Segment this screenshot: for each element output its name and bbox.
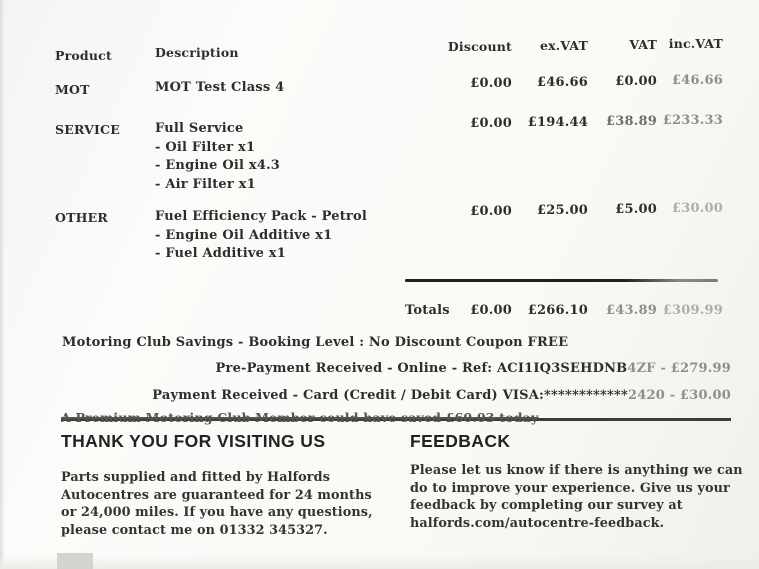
payment-received-note bbox=[150, 388, 731, 403]
feedback-paragraph: Please let us know if there is anything we can do to improve your experience. Give us your feedback by completing our survey at halfords.com/autocentre-feedback. bbox=[410, 463, 743, 531]
column-header-inc-vat: inc.VAT bbox=[668, 36, 723, 51]
bottom-gray-chip bbox=[57, 553, 93, 569]
row-sub-item: - Engine Oil Additive x1 bbox=[155, 227, 333, 243]
payment-amount: 2420 - £30.00 bbox=[628, 388, 731, 403]
paper-edge-shadow bbox=[0, 0, 5, 569]
row-description-block bbox=[155, 208, 367, 264]
row-discount-value: £0.00 bbox=[470, 204, 512, 219]
premium-savings-text: A Premium Motoring Club Member could have saved £60.03 today bbox=[61, 410, 539, 425]
premium-savings-struck-note bbox=[61, 410, 731, 426]
row-sub-item: - Engine Oil x4.3 bbox=[155, 158, 281, 173]
row-inc-vat-value: £30.00 bbox=[672, 201, 723, 216]
feedback-heading: FEEDBACK bbox=[410, 431, 511, 451]
row-ex-vat-value: £46.66 bbox=[537, 75, 588, 90]
row-vat-value: £5.00 bbox=[615, 202, 657, 217]
row-discount-value: £0.00 bbox=[470, 76, 512, 91]
totals-discount-value: £0.00 bbox=[470, 303, 512, 318]
row-inc-vat-value: £233.33 bbox=[662, 113, 723, 128]
totals-vat-value: £43.89 bbox=[606, 303, 657, 318]
pre-payment-text: Pre-Payment Received - Online - Ref: ACI1IQ3SEHDNB bbox=[215, 361, 628, 376]
column-header-ex-vat: ex.VAT bbox=[539, 38, 588, 53]
row-product-code: MOT bbox=[55, 82, 90, 97]
column-header-vat: VAT bbox=[629, 37, 657, 52]
row-product-code: SERVICE bbox=[55, 122, 120, 137]
row-description: Full Service bbox=[155, 121, 244, 136]
guarantee-paragraph: Parts supplied and fitted by Halfords Autocentres are guaranteed for 24 months or 24,000 miles. If you have any questions, please contact me on 01332 345327. bbox=[61, 470, 373, 538]
paper-bottom-shadow bbox=[0, 555, 759, 569]
row-inc-vat-value: £46.66 bbox=[672, 73, 723, 88]
totals-inc-vat-value: £309.99 bbox=[662, 303, 723, 318]
row-vat-value: £0.00 bbox=[615, 74, 657, 89]
row-ex-vat-value: £194.44 bbox=[527, 115, 588, 130]
row-discount-value: £0.00 bbox=[470, 116, 512, 131]
row-vat-value: £38.89 bbox=[606, 114, 657, 129]
row-sub-item: - Oil Filter x1 bbox=[155, 139, 256, 155]
thank-you-heading: THANK YOU FOR VISITING US bbox=[61, 431, 326, 451]
row-ex-vat-value: £25.00 bbox=[537, 203, 588, 218]
motoring-club-savings-note: Motoring Club Savings - Booking Level : No Discount Coupon FREE bbox=[62, 335, 569, 350]
row-product-code: OTHER bbox=[55, 210, 108, 225]
pre-payment-note bbox=[150, 361, 731, 376]
column-header-description: Description bbox=[155, 45, 239, 60]
column-header-product: Product bbox=[55, 48, 112, 63]
row-sub-item: - Fuel Additive x1 bbox=[155, 246, 287, 261]
row-description: MOT Test Class 4 bbox=[155, 80, 285, 95]
row-description-block bbox=[155, 120, 280, 194]
column-header-discount: Discount bbox=[447, 39, 512, 54]
totals-label: Totals bbox=[405, 303, 450, 318]
payment-text: Payment Received - Card (Credit / Debit Card) VISA:************ bbox=[152, 388, 629, 403]
totals-divider-line bbox=[405, 279, 718, 282]
row-sub-item: - Air Filter x1 bbox=[155, 176, 256, 192]
row-description: Fuel Efficiency Pack - Petrol bbox=[155, 209, 367, 224]
totals-ex-vat-value: £266.10 bbox=[527, 303, 588, 318]
pre-payment-amount: 4ZF - £279.99 bbox=[627, 361, 731, 376]
